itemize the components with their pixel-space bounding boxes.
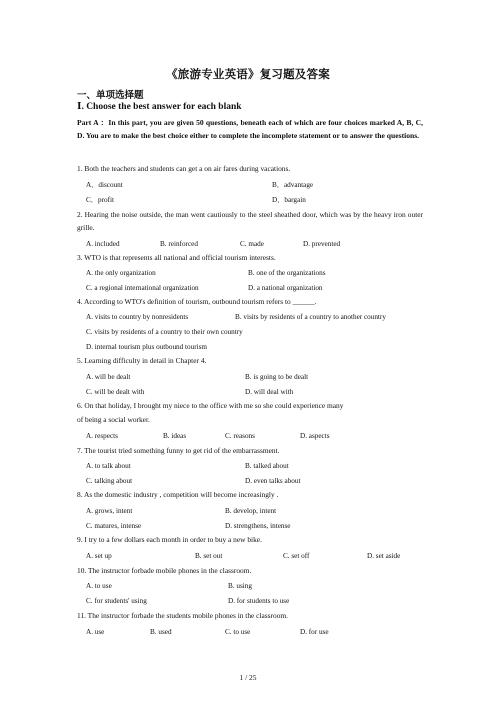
q10-option-d: D. for students to use bbox=[228, 597, 290, 605]
section-heading: 一、单项选择题 bbox=[77, 91, 144, 101]
q8-option-a: A. grows, intent bbox=[86, 507, 133, 515]
q9-option-c: C. set off bbox=[283, 552, 310, 560]
q9-option-b: B. set out bbox=[195, 552, 223, 560]
q2-option-b: B. reinforced bbox=[160, 240, 198, 248]
question-8: 8. As the domestic industry , competition will become increasingly . bbox=[77, 490, 279, 499]
q11-option-a: A. use bbox=[86, 628, 105, 636]
q1-option-d: D．bargain bbox=[272, 196, 306, 204]
q1-option-b: B．advantage bbox=[272, 181, 314, 189]
document-title: 《旅游专业英语》复习题及答案 bbox=[166, 69, 330, 81]
q8-option-d: D. strengthens, intense bbox=[225, 522, 291, 530]
q7-option-d: D. even talks about bbox=[245, 477, 301, 485]
question-9: 9. I try to a few dollars each month in order to buy a new bike. bbox=[77, 535, 262, 544]
q4-option-d: D. internal tourism plus outbound tourism bbox=[86, 343, 207, 351]
q7-option-a: A. to talk about bbox=[86, 462, 131, 470]
q3-option-c: C. a regional international organization bbox=[86, 284, 199, 292]
q3-option-a: A. the only organization bbox=[86, 269, 156, 277]
q5-option-a: A. will be dealt bbox=[86, 373, 131, 381]
q7-option-c: C. talking about bbox=[86, 477, 133, 485]
question-2: 2. Hearing the noise outside, the man went cautiously to the steel sheathed door, which was by the heavy iron outer grille. bbox=[77, 210, 423, 232]
q1-option-c: C．profit bbox=[86, 196, 114, 204]
q11-option-c: C. to use bbox=[225, 628, 251, 636]
part-heading: Ⅰ. Choose the best answer for each blank bbox=[77, 102, 242, 112]
q4-option-c: C. visits by residents of a country to their own country bbox=[86, 328, 243, 336]
question-7: 7. The tourist tried something funny to get rid of the embarrassment. bbox=[77, 446, 280, 455]
q1-option-a: A．discount bbox=[86, 181, 123, 189]
q5-option-b: B. is going to be dealt bbox=[245, 373, 309, 381]
q9-option-a: A. set up bbox=[86, 552, 112, 560]
q3-option-d: D. a national organization bbox=[248, 284, 323, 292]
q5-option-d: D. will deal with bbox=[245, 388, 294, 396]
page-number: 1 / 25 bbox=[239, 673, 257, 682]
q6-option-a: A. respects bbox=[86, 432, 118, 440]
q4-option-a: A. visits to country by nonresidents bbox=[86, 313, 189, 321]
q6-option-c: C. reasons bbox=[225, 432, 255, 440]
q10-option-c: C. for students' using bbox=[86, 597, 147, 605]
q2-option-a: A. included bbox=[86, 240, 120, 248]
q7-option-b: B. talked about bbox=[245, 462, 289, 470]
q4-option-b: B. visits by residents of a country to another country bbox=[235, 313, 386, 321]
question-5: 5. Learning difficulty in detail in Chapter 4. bbox=[77, 356, 207, 365]
question-1: 1. Both the teachers and students can get a on air fares during vacations. bbox=[77, 164, 291, 173]
question-4: 4. According to WTO's definition of tourism, outbound tourism refers to ______. bbox=[77, 297, 317, 306]
q5-option-c: C. will be dealt with bbox=[86, 388, 145, 396]
q9-option-d: D. set aside bbox=[367, 552, 401, 560]
q11-option-b: B. used bbox=[150, 628, 172, 636]
question-3: 3. WTO is that represents all national and official tourism interests. bbox=[77, 253, 276, 262]
question-11: 11. The instructor forbade the students mobile phones in the classroom. bbox=[77, 611, 289, 620]
q8-option-b: B. develop, intent bbox=[225, 507, 277, 515]
q10-option-a: A. to use bbox=[86, 582, 112, 590]
q3-option-b: B. one of the organizations bbox=[248, 269, 326, 277]
question-10: 10. The instructor forbade mobile phones in the classroom. bbox=[77, 566, 252, 575]
q8-option-c: C. matures, intense bbox=[86, 522, 142, 530]
q2-option-d: D. prevented bbox=[303, 240, 341, 248]
instructions-paragraph: Part A ：In this part, you are given 50 questions, beneath each of which are four choices marked A, B, C, D. You are to make the best choice either to complete the incomplete statement or to answer the questions. bbox=[77, 118, 423, 140]
q6-option-b: B. ideas bbox=[163, 432, 187, 440]
q10-option-b: B. using bbox=[228, 582, 252, 590]
question-6-continued: of being a social worker. bbox=[77, 415, 150, 424]
q11-option-d: D. for use bbox=[300, 628, 329, 636]
question-6: 6. On that holiday, I brought my niece to the office with me so she could experience many bbox=[77, 401, 344, 410]
q2-option-c: C. made bbox=[240, 240, 264, 248]
q6-option-d: D. aspects bbox=[300, 432, 330, 440]
